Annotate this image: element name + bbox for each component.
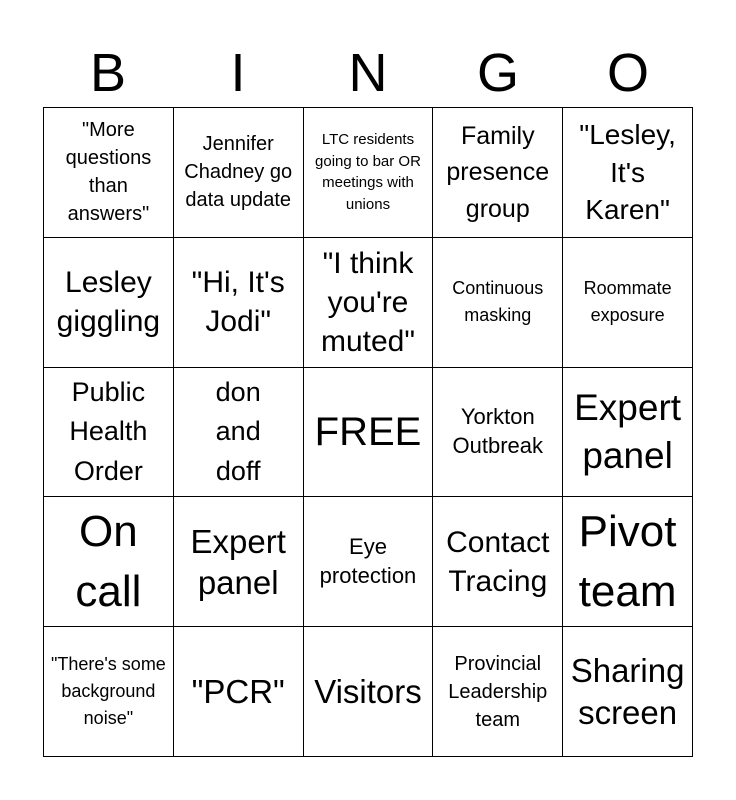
bingo-cell-r5-c5[interactable] [563,627,693,757]
bingo-cell-text: Public Health Order [69,377,148,486]
bingo-header [43,40,693,106]
bingo-cell-text: "Lesley, It's Karen" [579,118,676,226]
bingo-cell-text: Family presence group [446,122,550,223]
bingo-cell-r2-c2[interactable] [174,238,304,368]
bingo-cell-r2-c3[interactable] [304,238,434,368]
bingo-cell-r3-c1[interactable] [44,368,174,498]
header-letter-i: I [230,43,246,103]
bingo-cell-text: Contact Tracing [446,525,550,598]
bingo-cell-r4-c4[interactable] [433,497,563,627]
bingo-cell-text: Expert panel [574,386,682,476]
bingo-grid [43,107,693,757]
bingo-cell-text: Provincial Leadership team [448,652,548,731]
bingo-cell-r1-c4[interactable] [433,108,563,238]
bingo-cell-r5-c3[interactable] [304,627,434,757]
bingo-cell-r2-c1[interactable] [44,238,174,368]
free-space-label: FREE [314,409,422,454]
header-letter-o: O [606,43,649,103]
bingo-cell-r1-c5[interactable] [563,108,693,238]
bingo-cell-text: Eye protection [319,534,417,588]
bingo-cell-r4-c5[interactable] [563,497,693,627]
bingo-cell-text: "I think you're muted" [320,246,415,358]
bingo-cell-r2-c4[interactable] [433,238,563,368]
header-letter-n: N [348,43,388,103]
bingo-cell-r2-c5[interactable] [563,238,693,368]
bingo-cell-text: don and doff [215,377,261,486]
bingo-cell-text: Yorkton Outbreak [452,404,544,458]
bingo-cell-r3-c4[interactable] [433,368,563,498]
bingo-cell-r4-c2[interactable] [174,497,304,627]
bingo-cell-r1-c2[interactable] [174,108,304,238]
bingo-cell-text: Continuous masking [452,278,544,326]
header-letter-g: G [476,43,519,103]
bingo-cell-text: Expert panel [190,522,286,601]
bingo-cell-r1-c1[interactable] [44,108,174,238]
bingo-cell-text: Pivot team [578,507,677,616]
bingo-cell-r3-c2[interactable] [174,368,304,498]
bingo-cell-r3-c3 free-space[interactable] [304,368,434,498]
bingo-cell-text: "PCR" [191,672,285,710]
bingo-cell-text: On call [75,507,142,616]
bingo-cell-r5-c1[interactable] [44,627,174,757]
bingo-cell-text: Sharing screen [570,652,685,731]
bingo-cell-r5-c4[interactable] [433,627,563,757]
header-letter-b: B [89,43,127,103]
bingo-cell-text: Roommate exposure [583,278,672,326]
bingo-cell-text: LTC residents going to bar OR meetings with unions [315,130,421,214]
bingo-cell-r4-c3[interactable] [304,497,434,627]
bingo-cell-r3-c5[interactable] [563,368,693,498]
bingo-cell-text: Visitors [314,672,422,710]
bingo-cell-text: Lesley giggling [56,266,161,339]
bingo-cell-text: "More questions than answers" [65,119,152,226]
bingo-cell-r1-c3[interactable] [304,108,434,238]
bingo-cell-r4-c1[interactable] [44,497,174,627]
bingo-cell-text: Jennifer Chadney go data update [184,133,293,212]
bingo-cell-text: "There's some background noise" [50,654,166,729]
bingo-cell-text: "Hi, It's Jodi" [191,266,285,339]
bingo-cell-r5-c2[interactable] [174,627,304,757]
